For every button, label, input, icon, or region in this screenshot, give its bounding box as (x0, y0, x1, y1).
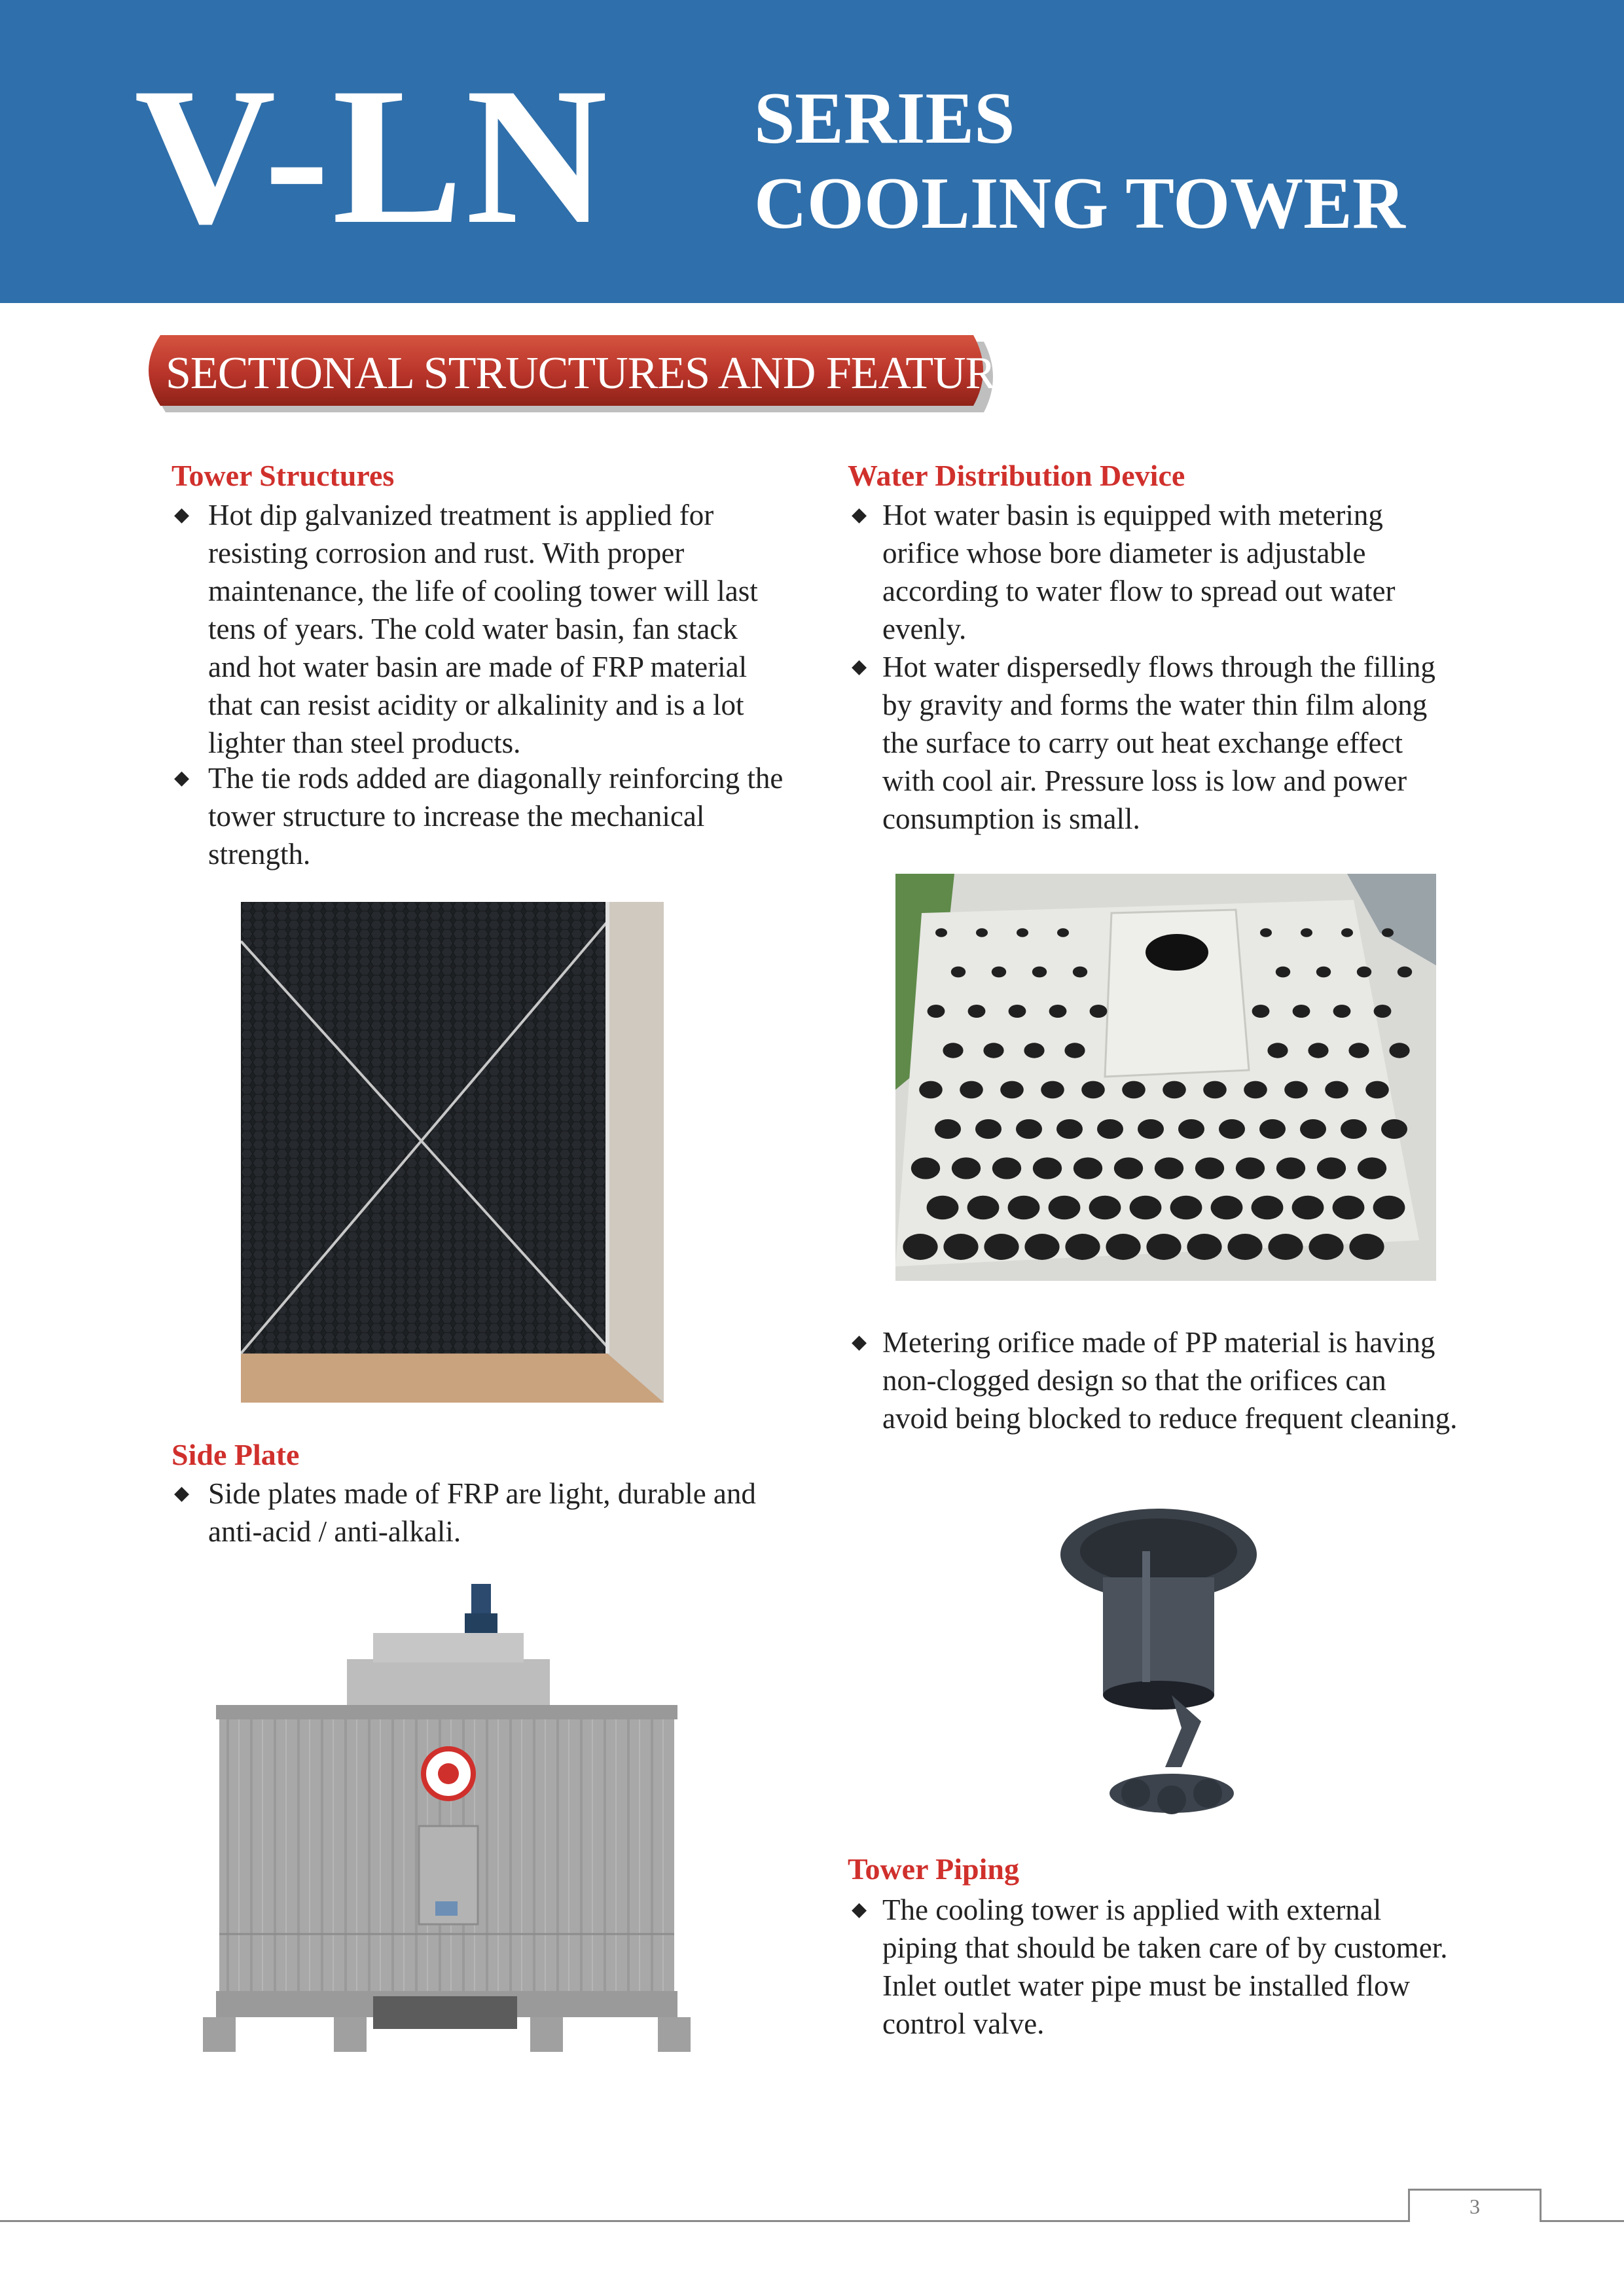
brand-title: V-LN (134, 47, 611, 264)
product-label: COOLING TOWER (754, 163, 1405, 244)
water-distribution-heading: Water Distribution Device (848, 459, 1185, 492)
list-item: ◆ The cooling tower is applied with external piping that should be taken care of by customer. Inlet outlet water pipe must be installed flow control valve. (882, 1891, 1458, 2043)
list-item: ◆ Hot water dispersedly flows through the filling by gravity and forms the water thin film along the surface to carry out heat exchange effect with cool air. Pressure loss is low and power consumption is small. (882, 648, 1458, 838)
series-label: SERIES (754, 78, 1015, 159)
diamond-bullet-icon: ◆ (852, 656, 867, 677)
list-item: ◆ Hot dip galvanized treatment is applied for resisting corrosion and rust. With proper maintenance, the life of cooling tower will last tens of years. The cold water basin, fan stack and hot water basin are made of FRP material that can resist acidity or alkalinity and is a lot lighter than steel products. (208, 496, 784, 762)
diamond-bullet-icon: ◆ (852, 1899, 867, 1920)
diamond-bullet-icon: ◆ (174, 767, 190, 789)
footer-rule (0, 2220, 1624, 2222)
diamond-bullet-icon: ◆ (174, 1482, 190, 1504)
tower-structures-heading: Tower Structures (171, 459, 395, 492)
hot-water-basin-image (895, 874, 1436, 1281)
section-title-tab (134, 332, 1048, 414)
metering-orifice-image (1051, 1505, 1267, 1826)
tower-piping-heading: Tower Piping (848, 1852, 1020, 1886)
list-item: ◆ Metering orifice made of PP material is having non-clogged design so that the orifices can avoid being blocked to reduce frequent cleaning. (882, 1323, 1458, 1437)
list-item: ◆ Hot water basin is equipped with metering orifice whose bore diameter is adjustable according to water flow to spread out water evenly. (882, 496, 1458, 648)
list-item: ◆ Side plates made of FRP are light, durable and anti-acid / anti-alkali. (208, 1475, 784, 1551)
page-number-tab (1408, 2189, 1542, 2222)
diamond-bullet-icon: ◆ (852, 504, 867, 526)
page-number: 3 (1470, 2195, 1480, 2218)
list-item: ◆ The tie rods added are diagonally reinforcing the tower structure to increase the mechanical strength. (208, 759, 784, 873)
section-title: SECTIONAL STRUCTURES AND FEATURES (166, 348, 1048, 399)
diamond-bullet-icon: ◆ (852, 1331, 867, 1353)
diamond-bullet-icon: ◆ (174, 504, 190, 526)
fill-media-image (241, 902, 664, 1403)
header-banner (0, 0, 1624, 303)
cooling-tower-image (203, 1577, 691, 2052)
side-plate-heading: Side Plate (171, 1438, 300, 1471)
